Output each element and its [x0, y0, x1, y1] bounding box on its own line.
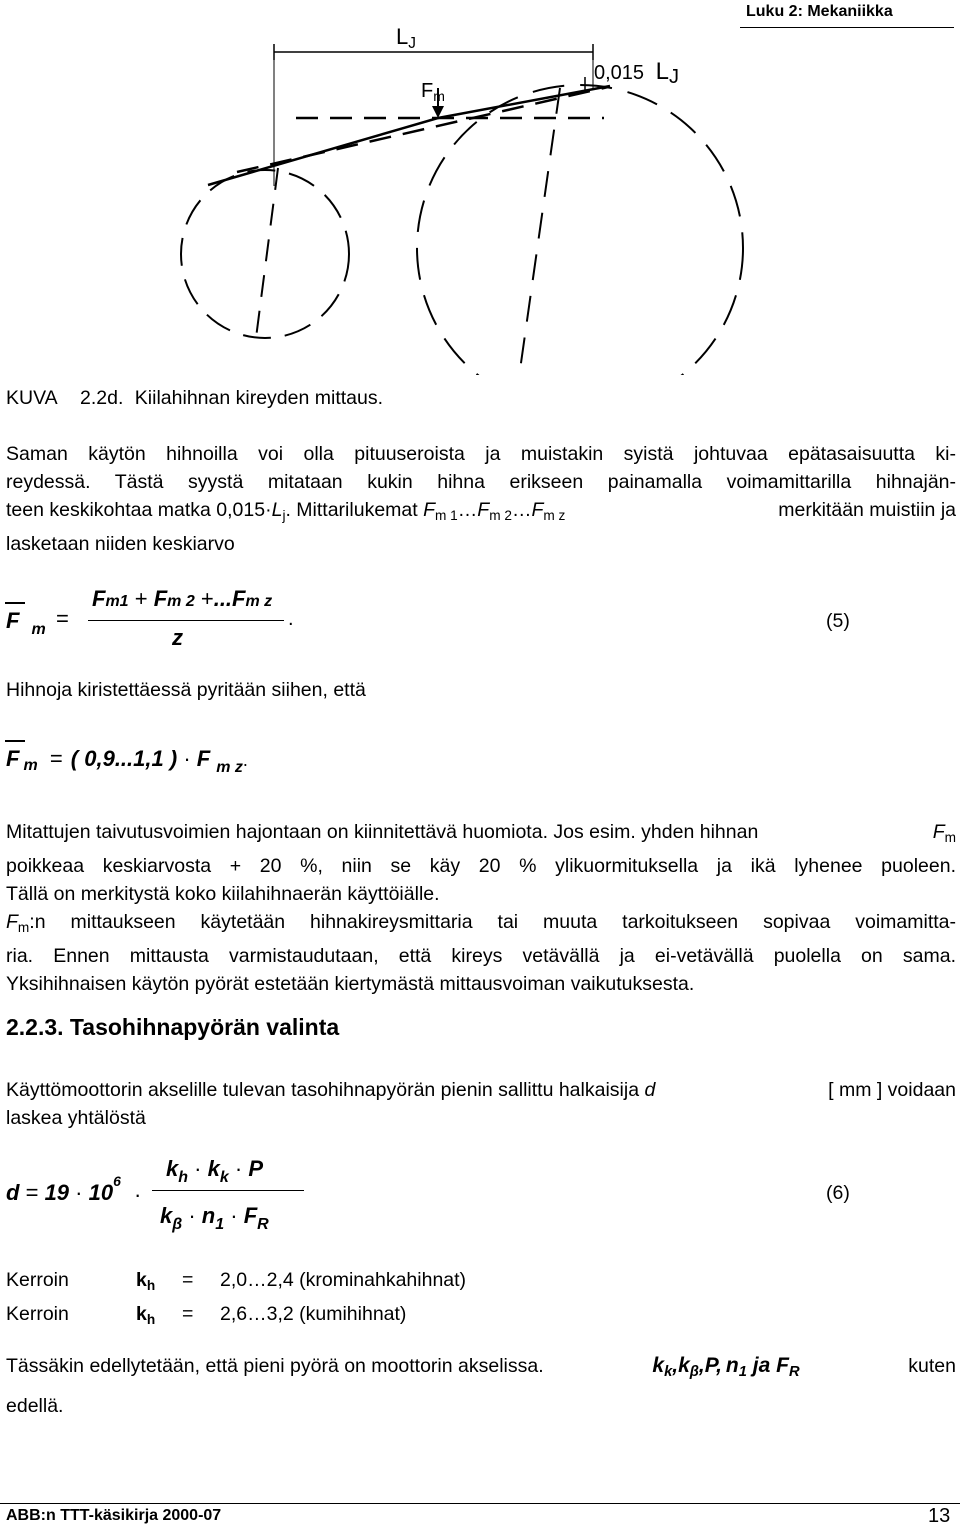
symbol-fm2: F — [477, 499, 490, 521]
eq-range-lhs: F — [6, 746, 20, 771]
para2: Hihnoja kiristettäessä pyritään siihen, että — [6, 679, 366, 701]
coefficient-row-2 — [6, 1300, 706, 1334]
page-number: 13 — [928, 1505, 951, 1527]
para3-line3: Tällä on merkitystä koko kiilahihnaerän käyttöiälle. — [6, 883, 440, 905]
label-offset — [594, 58, 679, 89]
dots-2: … — [511, 499, 532, 521]
eq5-fraction-bar — [88, 620, 284, 621]
footer-left: ABB:n TTT-käsikirja 2000-07 — [6, 1507, 222, 1524]
para1-line3a: teen keskikohtaa matka 0,015· — [6, 499, 272, 521]
para5-symbols — [652, 1352, 799, 1386]
coef1-eq: = — [182, 1269, 194, 1291]
eq6-dot1: · — [75, 1180, 83, 1205]
belt-tension-figure — [0, 0, 960, 375]
para3-line6: Yksihihnaisen käytön pyörät estetään kiertymästä mittausvoiman vaikutuksesta. — [6, 973, 695, 995]
eq6-base: 10 — [88, 1180, 114, 1205]
eq6-kk-sub: k — [219, 1169, 229, 1186]
section-heading: 2.2.3. Tasohihnapyörän valinta — [6, 1014, 340, 1040]
sym-comma1: , — [672, 1354, 679, 1377]
eq5-denominator: z — [172, 625, 183, 650]
caption-prefix: KUVA — [6, 387, 57, 409]
para5-line1 — [6, 1352, 956, 1386]
symbol-fm-b-sub: m — [17, 920, 30, 935]
para3-line5: ria. Ennen mittausta varmistaudutaan, että kireys vetävällä ja ei-vetävällä puolella on sama. — [6, 945, 956, 967]
symbol-fm2-sub: m 2 — [489, 508, 512, 523]
eq6-kh-sub: h — [178, 1169, 189, 1186]
figure-caption — [6, 387, 383, 410]
eq-range-lhs-sub: m — [23, 757, 38, 774]
large-pulley — [417, 85, 743, 375]
eq5-equals: = — [56, 606, 69, 631]
eq5-f1: F — [92, 586, 106, 611]
symbol-fm1: F — [423, 499, 436, 521]
caption-text: Kiilahihnan kireyden mittaus. — [134, 387, 384, 409]
eq6-kb-sub: β — [172, 1216, 183, 1233]
eq-range-equals: = — [49, 746, 63, 771]
coef2-symbol — [136, 1300, 182, 1334]
eq6-den-dot2: · — [230, 1203, 238, 1228]
eq5-f2-sub: m 2 — [167, 593, 195, 610]
sym-kb-sub: β — [689, 1364, 699, 1380]
eq5-lhs-sub: m — [31, 621, 46, 638]
sym-f-sub: R — [788, 1364, 800, 1380]
eq5-numerator — [92, 586, 272, 612]
paragraph-measurement — [6, 818, 956, 998]
sym-n-sub: 1 — [738, 1364, 747, 1380]
eq6-d: d — [6, 1180, 20, 1205]
para5-text-b: kuten — [908, 1355, 956, 1377]
eq5-number: (5) — [826, 610, 850, 632]
paragraph-intro — [6, 440, 956, 558]
dots-1: … — [457, 499, 478, 521]
symbol-fmz-sub: m z — [543, 508, 566, 523]
coef1-label: Kerroin — [6, 1269, 69, 1291]
sym-p: P — [704, 1354, 717, 1377]
caption-number: 2.2d. — [80, 387, 124, 409]
coef2-k: k — [136, 1303, 147, 1325]
para4-line1b: [ mm ] voidaan — [828, 1079, 956, 1101]
small-pulley — [181, 170, 349, 338]
eq6-den-dot1: · — [188, 1203, 196, 1228]
label-lj-sub: J — [408, 35, 416, 52]
symbol-d: d — [644, 1079, 656, 1101]
symbol-fmz: F — [531, 499, 544, 521]
para1-line3-left — [6, 496, 565, 530]
para3-line1-symbol — [933, 818, 956, 852]
eq6-lhs — [6, 1173, 121, 1206]
sym-k: k — [652, 1354, 665, 1377]
eq5-f1-sub: m1 — [105, 593, 129, 610]
eq-range-rhs-sub: m z — [216, 759, 243, 776]
symbol-lj: L — [271, 499, 283, 521]
eq6-equals: = — [25, 1180, 39, 1205]
label-fm-sub: m — [433, 88, 445, 104]
eq6-kh: k — [166, 1156, 179, 1181]
eq6-num-dot2: · — [234, 1156, 243, 1181]
coef2-eq: = — [182, 1303, 194, 1325]
eq6-fraction-bar — [152, 1190, 304, 1191]
para5-line2: edellä. — [6, 1395, 64, 1417]
sym-f: F — [776, 1354, 789, 1377]
eq6-n-sub: 1 — [215, 1216, 225, 1233]
eq5-dots-f: ...F — [213, 586, 246, 611]
eq6-exp: 6 — [113, 1173, 121, 1189]
eq6-number: (6) — [826, 1182, 850, 1204]
label-offset-l: L — [655, 58, 669, 85]
eq5-plus1: + — [134, 586, 148, 611]
para3-line4-text: :n mittaukseen käytetään hihnakireysmittaria tai muuta tarkoitukseen sopivaa voimamitta- — [29, 911, 956, 933]
eq5-lhs-f: F — [6, 608, 20, 633]
eq6-coef: 19 — [44, 1180, 70, 1205]
coef2-sub: h — [146, 1312, 156, 1327]
para4-line1 — [6, 1076, 956, 1104]
para1-line1: Saman käytön hihnoilla voi olla pituuseroista ja muistakin syistä johtuvaa epätasaisuutta ki- — [6, 443, 956, 465]
eq-range-range: ( 0,9...1,1 ) — [70, 746, 178, 771]
coef2-label: Kerroin — [6, 1303, 69, 1325]
paragraph-pulley — [6, 1076, 956, 1132]
sym-comma3: , — [716, 1354, 722, 1377]
eq6-n: n — [201, 1203, 216, 1228]
para3-line4 — [6, 908, 956, 942]
eq5-lhs — [6, 608, 46, 638]
footer-rule — [0, 1503, 960, 1504]
coef2-value: 2,6…3,2 (kumihihnat) — [220, 1303, 407, 1325]
label-fm-letter: F — [421, 80, 434, 102]
eq6-f: F — [243, 1203, 258, 1228]
para3-line1 — [6, 818, 956, 852]
label-fm — [421, 80, 445, 104]
label-offset-value: 0,015 — [594, 62, 645, 84]
label-lj-letter: L — [396, 24, 409, 49]
eq6-p: P — [248, 1156, 264, 1181]
sym-ja: ja — [752, 1354, 771, 1377]
sym-kb: k — [678, 1354, 690, 1377]
para1-line3b: . Mittarilukemat — [285, 499, 424, 521]
eq6-denominator — [160, 1203, 269, 1233]
eq5-lhs-bar — [5, 602, 25, 604]
eq-range-period: . — [242, 750, 248, 770]
eq5-f2: F — [153, 586, 168, 611]
symbol-fm1-sub: m 1 — [435, 508, 458, 523]
label-offset-sub: J — [668, 66, 679, 88]
eq-range-bar — [5, 740, 25, 742]
chapter-header: Luku 2: Mekaniikka — [746, 3, 893, 20]
eq-range-line — [6, 746, 248, 776]
para1-line3 — [6, 496, 956, 530]
eq6-numerator — [166, 1156, 264, 1186]
label-lj — [396, 24, 416, 53]
para3-line1a: Mitattujen taivutusvoimien hajontaan on kiinnitettävä huomiota. Jos esim. yhden hihnan — [6, 821, 759, 843]
symbol-fm-a: F — [932, 821, 945, 843]
para3-line2: poikkeaa keskiarvosta + 20 %, niin se käy 20 % ylikuormituksella ja ikä lyhenee puoleen. — [6, 855, 956, 877]
eq6-dot2: · — [134, 1182, 142, 1207]
para1-line4: lasketaan niiden keskiarvo — [6, 533, 235, 555]
eq6-f-sub: R — [257, 1216, 269, 1233]
eq-range-dot: · — [183, 746, 191, 771]
paragraph-closing — [6, 1352, 956, 1420]
coefficient-row — [6, 1266, 706, 1334]
sym-comma2: , — [698, 1354, 705, 1377]
para5-text-a: Tässäkin edellytetään, että pieni pyörä on moottorin akselissa. — [6, 1355, 544, 1377]
eq5-period: . — [288, 608, 294, 630]
eq6-num-dot1: · — [194, 1156, 202, 1181]
eq6-kk: k — [207, 1156, 220, 1181]
eq5-plus2: + — [200, 586, 214, 611]
symbol-fm-a-sub: m — [944, 830, 956, 845]
coef1-symbol — [136, 1266, 182, 1300]
eq5-fz-sub: m z — [245, 593, 273, 610]
coef1-sub: h — [146, 1278, 156, 1293]
sym-n: n — [725, 1354, 739, 1377]
sym-k-sub: k — [664, 1364, 673, 1380]
para4-line1-left — [6, 1076, 655, 1104]
coef1-value: 2,0…2,4 (krominahkahihnat) — [220, 1269, 467, 1291]
para4-line2: laskea yhtälöstä — [6, 1107, 146, 1129]
coefficient-row-1 — [6, 1266, 706, 1300]
symbol-fm-b: F — [6, 911, 18, 933]
para1-line3c: merkitään muistiin ja — [778, 499, 956, 521]
symbol-lj-sub: j — [282, 508, 286, 523]
para1-line2: reydessä. Tästä syystä mitataan kukin hihna erikseen painamalla voimamittarilla hihnajän- — [6, 471, 956, 493]
para4-line1a: Käyttömoottorin akselille tulevan tasohihnapyörän pienin sallittu halkaisija — [6, 1079, 645, 1101]
coef1-k: k — [136, 1269, 147, 1291]
eq-range-rhs: F — [196, 746, 211, 771]
eq6-kb: k — [160, 1203, 173, 1228]
